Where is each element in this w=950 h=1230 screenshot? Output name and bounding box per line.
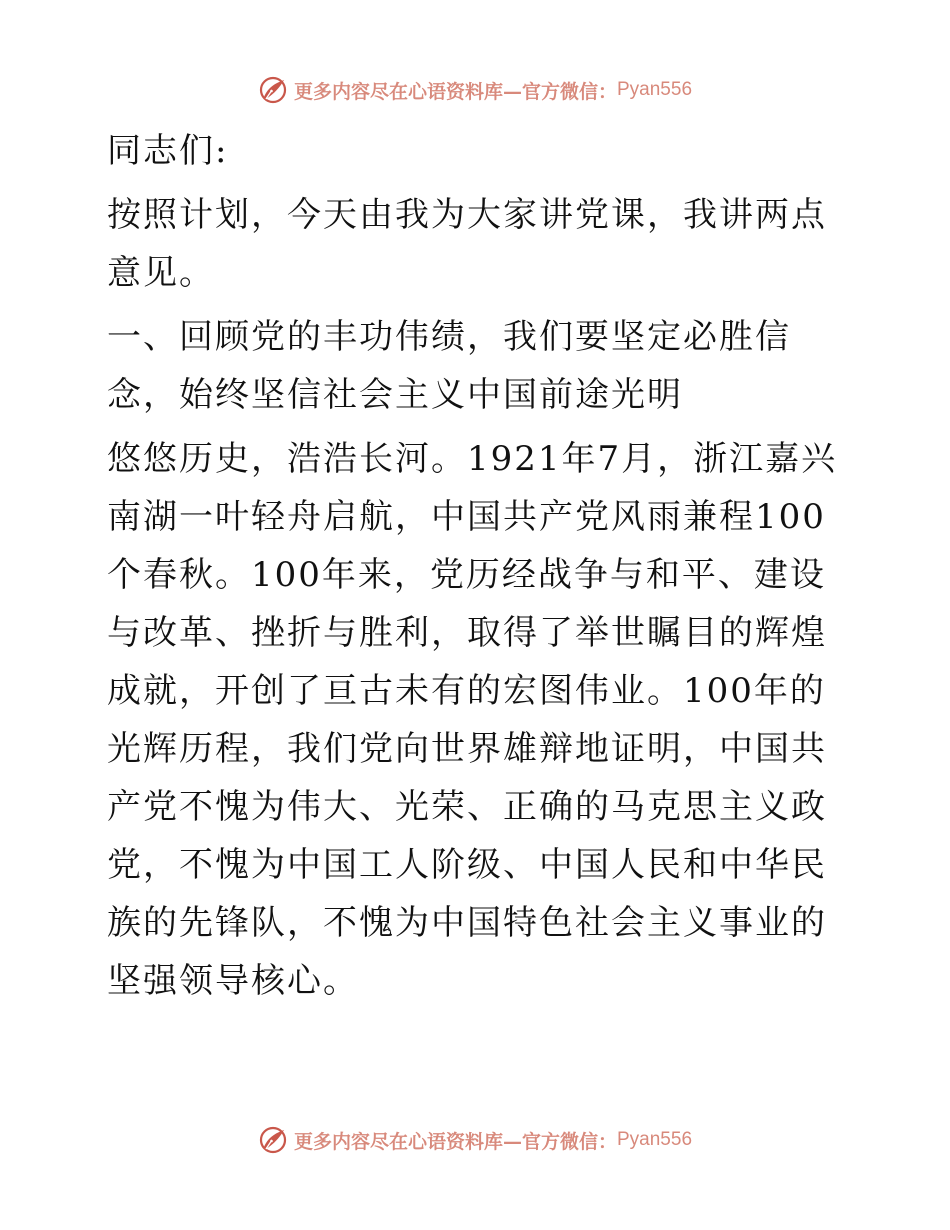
footer-watermark-banner xyxy=(0,1120,950,1160)
footer-banner-text: 更多内容尽在心语资料库—官方微信： xyxy=(293,1130,617,1153)
body-paragraph: 悠悠历史，浩浩长河。1921年7月，浙江嘉兴南湖一叶轻舟启航，中国共产党风雨兼程100个春秋。100年来，党历经战争与和平、建设与改革、挫折与胜利，取得了举世瞩目的辉煌成就，开创了亘古未有的宏图伟业。100年的光辉历程，我们党向世界雄辩地证明，中国共产党不愧为伟大、光荣、正确的马克思主义政党，不愧为中国工人阶级、中国人民和中华民族的先锋队，不愧为中国特色社会主义事业的坚强领导核心。 xyxy=(107,439,838,1001)
section-heading: 一、回顾党的丰功伟绩，我们要坚定必胜信念，始终坚信社会主义中国前途光明 xyxy=(107,317,791,415)
intro-paragraph: 按照计划，今天由我为大家讲党课，我讲两点意见。 xyxy=(107,195,827,293)
header-banner-text: 更多内容尽在心语资料库—官方微信： xyxy=(293,80,617,103)
header-banner-wechat-id: Pyan556 xyxy=(617,79,693,100)
pen-nib-logo-icon xyxy=(258,75,288,105)
salutation: 同志们: xyxy=(107,131,229,171)
footer-banner-wechat-id: Pyan556 xyxy=(617,1129,693,1150)
header-watermark-banner xyxy=(0,70,950,110)
pen-nib-logo-icon xyxy=(258,1125,288,1155)
document-body xyxy=(97,122,857,1016)
